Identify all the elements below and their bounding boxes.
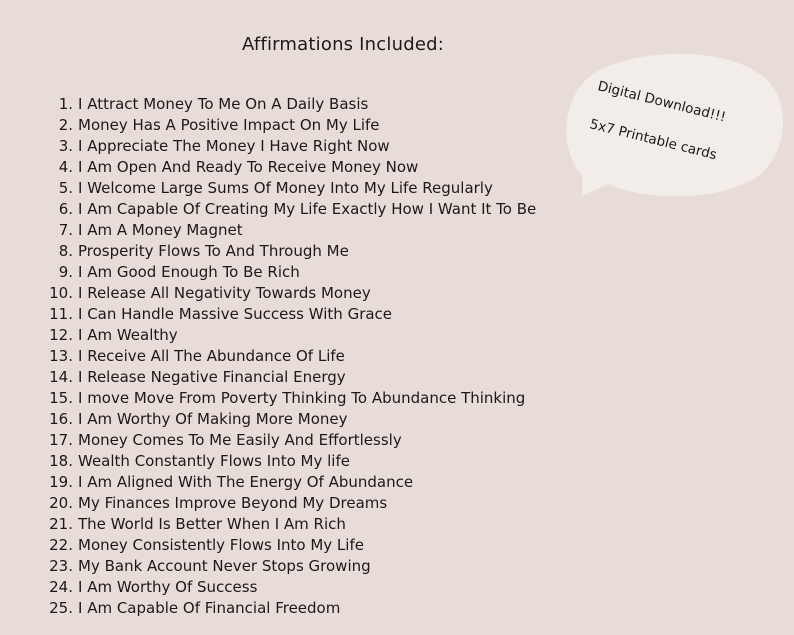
affirmation-item — [40, 556, 536, 577]
affirmation-item — [40, 157, 536, 178]
affirmation-item — [40, 241, 536, 262]
affirmation-number: 3. — [58, 137, 73, 155]
affirmation-number: 15. — [49, 389, 73, 407]
affirmation-text: Money Consistently Flows Into My Life — [78, 536, 364, 554]
affirmation-number: 25. — [49, 599, 73, 617]
affirmation-text: I Am Open And Ready To Receive Money Now — [78, 158, 419, 176]
affirmation-number: 14. — [49, 368, 73, 386]
affirmation-item — [40, 136, 536, 157]
affirmation-text: I Am Wealthy — [78, 326, 178, 344]
affirmation-text: I Am Worthy Of Making More Money — [78, 410, 348, 428]
affirmation-item — [40, 220, 536, 241]
affirmation-item — [40, 115, 536, 136]
affirmation-number: 7. — [58, 221, 73, 239]
affirmation-number: 6. — [58, 200, 73, 218]
affirmation-item — [40, 577, 536, 598]
affirmation-item — [40, 367, 536, 388]
affirmation-text: Wealth Constantly Flows Into My life — [78, 452, 350, 470]
affirmation-text: I Am Aligned With The Energy Of Abundance — [78, 473, 414, 491]
page-title: Affirmations Included: — [242, 34, 444, 55]
affirmation-number: 4. — [58, 158, 73, 176]
affirmation-number: 10. — [49, 284, 73, 302]
affirmation-item — [40, 346, 536, 367]
affirmation-number: 9. — [58, 263, 73, 281]
affirmation-number: 12. — [49, 326, 73, 344]
affirmation-number: 5. — [58, 179, 73, 197]
affirmation-text: I Receive All The Abundance Of Life — [78, 347, 345, 365]
affirmation-number: 23. — [49, 557, 73, 575]
affirmation-number: 16. — [49, 410, 73, 428]
affirmation-item — [40, 199, 536, 220]
affirmation-text: I move Move From Poverty Thinking To Abundance Thinking — [78, 389, 526, 407]
affirmation-item — [40, 94, 536, 115]
affirmation-list — [40, 94, 536, 619]
affirmation-text: I Am Capable Of Financial Freedom — [78, 599, 341, 617]
affirmation-text: Money Comes To Me Easily And Effortlessly — [78, 431, 402, 449]
affirmation-text: I Attract Money To Me On A Daily Basis — [78, 95, 369, 113]
affirmation-item — [40, 262, 536, 283]
affirmation-number: 1. — [58, 95, 73, 113]
affirmation-text: The World Is Better When I Am Rich — [78, 515, 346, 533]
affirmation-number: 21. — [49, 515, 73, 533]
speech-bubble — [562, 50, 784, 220]
affirmation-text: I Am Worthy Of Success — [78, 578, 258, 596]
affirmation-item — [40, 493, 536, 514]
affirmation-text: My Bank Account Never Stops Growing — [78, 557, 371, 575]
affirmation-text: I Appreciate The Money I Have Right Now — [78, 137, 390, 155]
affirmation-number: 18. — [49, 452, 73, 470]
affirmation-item — [40, 451, 536, 472]
affirmation-text: I Release All Negativity Towards Money — [78, 284, 371, 302]
affirmation-item — [40, 535, 536, 556]
affirmation-number: 24. — [49, 578, 73, 596]
affirmation-text: My Finances Improve Beyond My Dreams — [78, 494, 388, 512]
affirmation-item — [40, 304, 536, 325]
affirmation-item — [40, 514, 536, 535]
affirmation-item — [40, 325, 536, 346]
affirmation-number: 13. — [49, 347, 73, 365]
affirmation-number: 22. — [49, 536, 73, 554]
affirmation-text: I Am A Money Magnet — [78, 221, 243, 239]
affirmation-text: Money Has A Positive Impact On My Life — [78, 116, 380, 134]
affirmation-item — [40, 598, 536, 619]
printable-cards-text: 5x7 Printable cards — [588, 116, 719, 164]
affirmation-item — [40, 409, 536, 430]
affirmation-text: I Welcome Large Sums Of Money Into My Life Regularly — [78, 179, 493, 197]
digital-download-text: Digital Download!!! — [596, 78, 728, 126]
affirmation-number: 20. — [49, 494, 73, 512]
affirmation-item — [40, 388, 536, 409]
affirmation-text: I Can Handle Massive Success With Grace — [78, 305, 393, 323]
affirmation-item — [40, 283, 536, 304]
affirmation-text: I Release Negative Financial Energy — [78, 368, 346, 386]
affirmation-item — [40, 472, 536, 493]
speech-bubble-shape — [562, 50, 784, 220]
affirmation-text: I Am Capable Of Creating My Life Exactly How I Want It To Be — [78, 200, 537, 218]
affirmation-item — [40, 178, 536, 199]
affirmation-number: 19. — [49, 473, 73, 491]
affirmation-item — [40, 430, 536, 451]
affirmation-text: I Am Good Enough To Be Rich — [78, 263, 300, 281]
affirmation-text: Prosperity Flows To And Through Me — [78, 242, 349, 260]
affirmation-number: 2. — [58, 116, 73, 134]
affirmation-number: 8. — [58, 242, 73, 260]
affirmation-number: 17. — [49, 431, 73, 449]
affirmation-number: 11. — [49, 305, 73, 323]
